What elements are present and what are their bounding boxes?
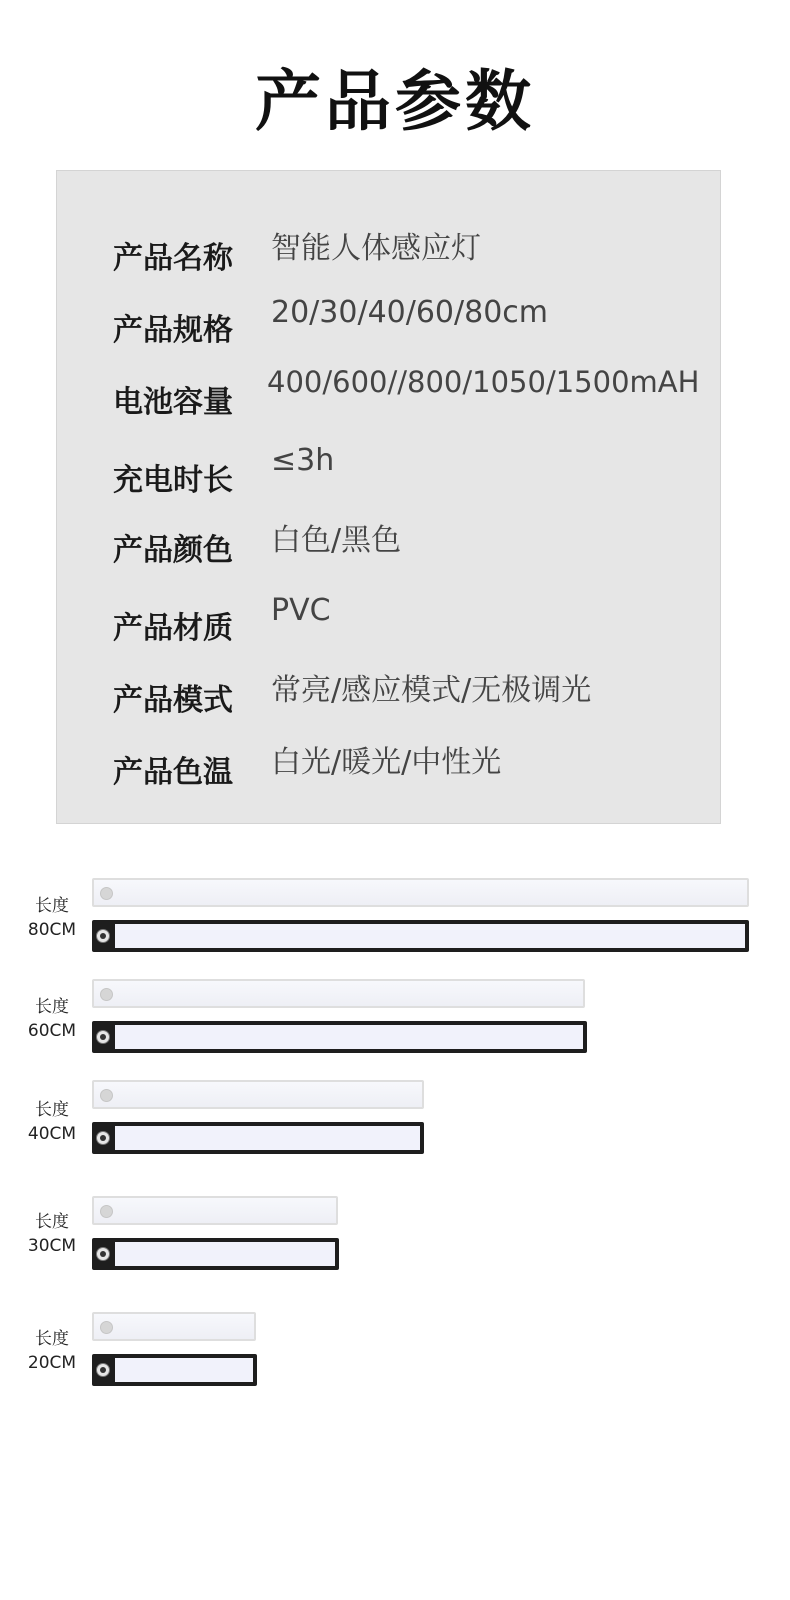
spec-row-mode <box>113 665 713 718</box>
spec-label: 电池容量 <box>113 385 233 420</box>
spec-row-size <box>113 295 713 348</box>
spec-label: 产品材质 <box>113 611 233 646</box>
spec-row-color-temperature <box>113 737 713 790</box>
light-bar-white <box>92 979 585 1008</box>
size-label <box>22 1327 82 1375</box>
spec-row-name <box>113 223 713 276</box>
light-lens <box>115 1025 583 1049</box>
size-label <box>22 894 82 942</box>
size-length: 30CM <box>27 1236 77 1256</box>
size-label-text: 长度 <box>35 1329 69 1349</box>
size-length: 20CM <box>27 1353 77 1373</box>
size-label <box>22 1098 82 1146</box>
sensor-icon <box>96 1363 110 1377</box>
sensor-icon <box>96 1131 110 1145</box>
size-label-text: 长度 <box>35 1212 69 1232</box>
size-length: 40CM <box>27 1124 77 1144</box>
light-bar-black <box>92 1122 424 1154</box>
sensor-icon <box>96 1247 110 1261</box>
page-title: 产品参数 <box>255 63 535 140</box>
spec-label: 产品名称 <box>113 241 233 276</box>
light-lens <box>115 1242 335 1266</box>
spec-value: 20/30/40/60/80cm <box>271 295 549 330</box>
light-bar-white <box>92 1196 338 1225</box>
spec-value: 常亮/感应模式/无极调光 <box>271 673 592 708</box>
size-length: 60CM <box>27 1021 77 1041</box>
light-bar-black <box>92 920 749 952</box>
spec-value: PVC <box>271 593 331 628</box>
size-label-text: 长度 <box>35 1100 69 1120</box>
spec-value: 白色/黑色 <box>271 523 402 558</box>
spec-label: 产品颜色 <box>113 533 233 568</box>
spec-label: 产品规格 <box>113 313 233 348</box>
spec-value: 400/600//800/1050/1500mAH <box>267 365 700 399</box>
spec-row-charge-time <box>113 443 713 498</box>
sensor-icon <box>100 1089 113 1102</box>
sensor-icon <box>100 988 113 1001</box>
light-bar-white <box>92 1312 256 1341</box>
sensor-icon <box>96 929 110 943</box>
size-label <box>22 1210 82 1258</box>
size-length: 80CM <box>27 920 77 940</box>
light-bar-white <box>92 1080 424 1109</box>
light-bar-black <box>92 1021 587 1053</box>
light-lens <box>115 924 745 948</box>
spec-label: 充电时长 <box>113 463 233 498</box>
spec-row-battery <box>113 365 713 420</box>
sensor-icon <box>100 887 113 900</box>
spec-label: 产品模式 <box>113 683 233 718</box>
spec-label: 产品色温 <box>113 755 233 790</box>
spec-row-material <box>113 593 713 646</box>
light-bar-black <box>92 1354 257 1386</box>
spec-value: 白光/暖光/中性光 <box>271 745 502 780</box>
sensor-icon <box>96 1030 110 1044</box>
size-label <box>22 995 82 1043</box>
light-bar-white <box>92 878 749 907</box>
spec-panel <box>56 170 721 824</box>
spec-value: 智能人体感应灯 <box>271 231 481 266</box>
sensor-icon <box>100 1321 113 1334</box>
light-lens <box>115 1358 253 1382</box>
spec-row-color <box>113 515 713 568</box>
sensor-icon <box>100 1205 113 1218</box>
size-label-text: 长度 <box>35 896 69 916</box>
size-label-text: 长度 <box>35 997 69 1017</box>
light-bar-black <box>92 1238 339 1270</box>
spec-value: ≤3h <box>271 443 335 478</box>
light-lens <box>115 1126 420 1150</box>
